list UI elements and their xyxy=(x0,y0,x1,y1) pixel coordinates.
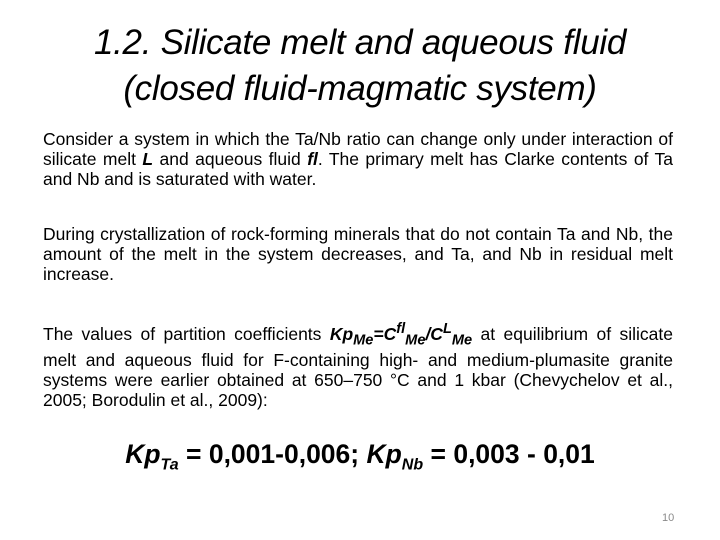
paragraph-system-description xyxy=(43,129,673,189)
fluid-symbol: fl xyxy=(307,149,318,169)
partition-formula xyxy=(40,436,680,483)
title-line-2: (closed fluid-magmatic system) xyxy=(123,69,597,108)
slide-title xyxy=(40,20,680,112)
me-subscript: Me xyxy=(353,332,374,349)
paragraph-crystallization: During crystallization of rock-forming minerals that do not contain Ta and Nb, the amount of the melt in the system decreases, and Ta, and Nb in residual melt increase. xyxy=(43,224,673,284)
p1-text-3: . The primary melt has Clarke contents of Ta and Nb and is saturated with water. xyxy=(43,149,674,189)
nb-subscript: Nb xyxy=(401,456,424,474)
me-subscript-3: Me xyxy=(451,332,473,349)
me-subscript-2: Me xyxy=(405,332,426,349)
kp-symbol: Kp xyxy=(329,323,354,344)
kp-ta-value: = 0,001-0,006; xyxy=(178,439,367,469)
kp-nb-symbol: Kp xyxy=(366,439,402,469)
p3-intro: The values of partition coefficients xyxy=(43,323,330,344)
eq-c: =C xyxy=(373,323,397,344)
p1-text-2: and aqueous fluid xyxy=(153,149,308,169)
fl-superscript: fl xyxy=(396,321,406,337)
melt-symbol: L xyxy=(142,149,154,169)
page-number: 10 xyxy=(662,512,675,524)
kp-ta-symbol: Kp xyxy=(125,439,161,469)
paragraph-partition-coefficients xyxy=(43,319,673,410)
p1-text-1: Consider a system in which the Ta/Nb ratio can change only under interaction of silicate melt xyxy=(43,129,673,169)
slash-c: /C xyxy=(425,323,443,344)
title-line-1: 1.2. Silicate melt and aqueous fluid xyxy=(93,23,627,62)
ta-subscript: Ta xyxy=(160,456,179,474)
kp-nb-value: = 0,003 - 0,01 xyxy=(423,439,595,469)
l-superscript: L xyxy=(442,321,452,337)
p3-rest: at equilibrium of silicate melt and aqueous fluid for F-containing high- and medium-plumasite granite systems were earlier obtained at 650–750 °C and 1 kbar (Chevychelov et al., 2005; Borodulin et al., 2009): xyxy=(43,323,673,411)
